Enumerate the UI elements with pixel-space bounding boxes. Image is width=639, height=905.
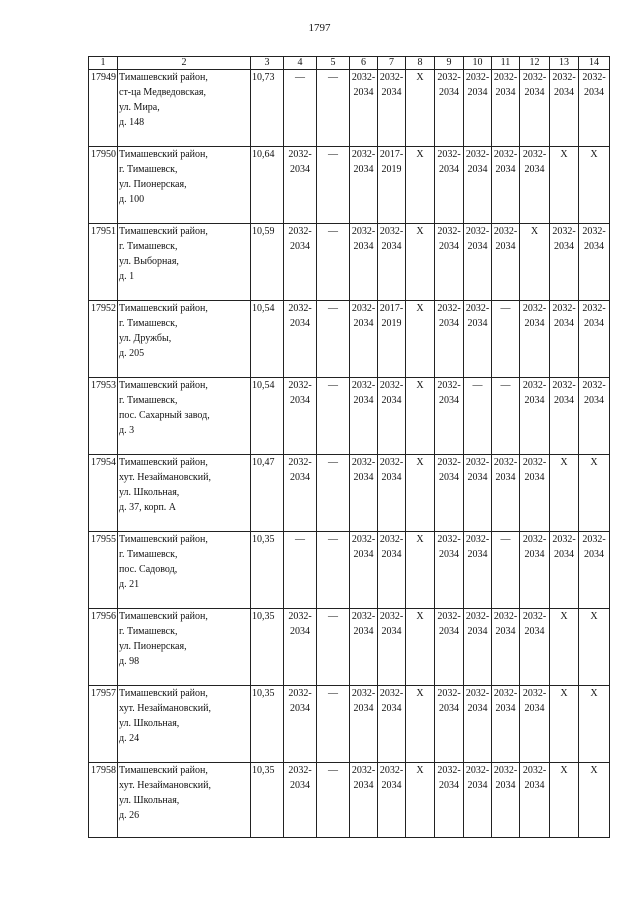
period-cell-col-13: X (550, 609, 579, 686)
period-cell-col-14: 2032- 2034 (579, 532, 610, 609)
area-value: 10,35 (251, 686, 284, 763)
period-cell-col-9: 2032- 2034 (435, 686, 464, 763)
period-cell-col-8: X (406, 224, 435, 301)
period-cell-col-12: 2032- 2034 (520, 686, 550, 763)
column-header-12: 12 (520, 57, 550, 70)
row-number: 17950 (89, 147, 118, 224)
area-value: 10,64 (251, 147, 284, 224)
period-cell-col-6: 2032- 2034 (350, 455, 378, 532)
table-row (89, 147, 610, 224)
period-cell-col-11: 2032- 2034 (492, 763, 520, 838)
address-line: ул. Пионерская, (119, 179, 187, 190)
period-cell-col-11: — (492, 301, 520, 378)
period-cell-col-6: 2032- 2034 (350, 686, 378, 763)
column-header-1: 1 (89, 57, 118, 70)
period-cell-col-13: 2032- 2034 (550, 224, 579, 301)
area-value: 10,73 (251, 70, 284, 147)
period-cell-col-11: 2032- 2034 (492, 455, 520, 532)
period-cell-col-5: — (317, 532, 350, 609)
period-cell-col-13: 2032- 2034 (550, 378, 579, 455)
period-cell-col-10: 2032- 2034 (464, 70, 492, 147)
area-value: 10,54 (251, 378, 284, 455)
period-cell-col-10: 2032- 2034 (464, 763, 492, 838)
address-line: ул. Школьная, (119, 718, 180, 729)
address-line: д. 37, корп. А (119, 502, 177, 513)
address-cell (118, 70, 251, 147)
period-cell-col-4: 2032- 2034 (284, 147, 317, 224)
period-cell-col-9: 2032- 2034 (435, 532, 464, 609)
column-header-2: 2 (118, 57, 251, 70)
table-row (89, 532, 610, 609)
period-cell-col-6: 2032- 2034 (350, 301, 378, 378)
period-cell-col-4: — (284, 532, 317, 609)
address-line: Тимашевский район, (119, 226, 208, 237)
table-header (89, 57, 610, 70)
address-line: д. 26 (119, 810, 140, 821)
period-cell-col-7: 2032- 2034 (378, 532, 406, 609)
period-cell-col-7: 2032- 2034 (378, 455, 406, 532)
address-line: Тимашевский район, (119, 611, 208, 622)
column-header-14: 14 (579, 57, 610, 70)
table-row (89, 609, 610, 686)
address-cell (118, 686, 251, 763)
period-cell-col-8: X (406, 301, 435, 378)
period-cell-col-14: X (579, 763, 610, 838)
area-value: 10,47 (251, 455, 284, 532)
period-cell-col-13: X (550, 763, 579, 838)
period-cell-col-6: 2032- 2034 (350, 70, 378, 147)
period-cell-col-14: X (579, 609, 610, 686)
period-cell-col-9: 2032- 2034 (435, 455, 464, 532)
address-line: ул. Школьная, (119, 487, 180, 498)
period-cell-col-5: — (317, 763, 350, 838)
address-cell (118, 224, 251, 301)
period-cell-col-4: 2032- 2034 (284, 609, 317, 686)
row-number: 17949 (89, 70, 118, 147)
period-cell-col-8: X (406, 532, 435, 609)
address-line: Тимашевский район, (119, 534, 208, 545)
period-cell-col-13: 2032- 2034 (550, 301, 579, 378)
period-cell-col-4: 2032- 2034 (284, 455, 317, 532)
period-cell-col-14: X (579, 147, 610, 224)
address-line: д. 205 (119, 348, 145, 359)
column-header-5: 5 (317, 57, 350, 70)
address-cell (118, 378, 251, 455)
table-body (89, 70, 610, 838)
address-line: хут. Незаймановский, (119, 703, 211, 714)
period-cell-col-9: 2032- 2034 (435, 147, 464, 224)
register-table (88, 56, 610, 838)
period-cell-col-12: X (520, 224, 550, 301)
period-cell-col-4: — (284, 70, 317, 147)
area-value: 10,59 (251, 224, 284, 301)
column-header-6: 6 (350, 57, 378, 70)
address-cell (118, 455, 251, 532)
address-cell (118, 763, 251, 838)
address-line: д. 1 (119, 271, 135, 282)
column-header-4: 4 (284, 57, 317, 70)
period-cell-col-12: 2032- 2034 (520, 301, 550, 378)
period-cell-col-6: 2032- 2034 (350, 147, 378, 224)
period-cell-col-5: — (317, 378, 350, 455)
address-line: ул. Мира, (119, 102, 160, 113)
period-cell-col-9: 2032- 2034 (435, 70, 464, 147)
period-cell-col-5: — (317, 609, 350, 686)
period-cell-col-13: 2032- 2034 (550, 70, 579, 147)
period-cell-col-10: 2032- 2034 (464, 301, 492, 378)
row-number: 17957 (89, 686, 118, 763)
row-number: 17953 (89, 378, 118, 455)
address-cell (118, 532, 251, 609)
page-number: 1797 (308, 22, 331, 34)
address-line: ул. Выборная, (119, 256, 179, 267)
period-cell-col-11: 2032- 2034 (492, 686, 520, 763)
address-line: г. Тимашевск, (119, 549, 178, 560)
address-cell (118, 301, 251, 378)
row-number: 17956 (89, 609, 118, 686)
period-cell-col-5: — (317, 686, 350, 763)
period-cell-col-11: — (492, 532, 520, 609)
period-cell-col-9: 2032- 2034 (435, 609, 464, 686)
column-header-13: 13 (550, 57, 579, 70)
address-line: г. Тимашевск, (119, 318, 178, 329)
period-cell-col-7: 2032- 2034 (378, 224, 406, 301)
period-cell-col-12: 2032- 2034 (520, 378, 550, 455)
period-cell-col-4: 2032- 2034 (284, 301, 317, 378)
address-line: г. Тимашевск, (119, 626, 178, 637)
period-cell-col-5: — (317, 147, 350, 224)
column-header-11: 11 (492, 57, 520, 70)
address-line: д. 148 (119, 117, 145, 128)
period-cell-col-7: 2032- 2034 (378, 763, 406, 838)
area-value: 10,54 (251, 301, 284, 378)
address-line: пос. Садовод, (119, 564, 178, 575)
period-cell-col-7: 2032- 2034 (378, 70, 406, 147)
address-line: Тимашевский район, (119, 765, 208, 776)
period-cell-col-6: 2032- 2034 (350, 763, 378, 838)
address-line: д. 21 (119, 579, 140, 590)
period-cell-col-13: 2032- 2034 (550, 532, 579, 609)
period-cell-col-10: 2032- 2034 (464, 147, 492, 224)
period-cell-col-5: — (317, 70, 350, 147)
row-number: 17955 (89, 532, 118, 609)
address-cell (118, 147, 251, 224)
period-cell-col-8: X (406, 147, 435, 224)
period-cell-col-4: 2032- 2034 (284, 686, 317, 763)
period-cell-col-7: 2032- 2034 (378, 686, 406, 763)
period-cell-col-6: 2032- 2034 (350, 609, 378, 686)
area-value: 10,35 (251, 532, 284, 609)
address-line: г. Тимашевск, (119, 395, 178, 406)
period-cell-col-14: 2032- 2034 (579, 224, 610, 301)
period-cell-col-5: — (317, 455, 350, 532)
address-line: д. 24 (119, 733, 140, 744)
column-header-7: 7 (378, 57, 406, 70)
address-line: г. Тимашевск, (119, 164, 178, 175)
period-cell-col-8: X (406, 763, 435, 838)
address-line: хут. Незаймановский, (119, 780, 211, 791)
period-cell-col-4: 2032- 2034 (284, 763, 317, 838)
address-line: ст-ца Медведовская, (119, 87, 206, 98)
address-line: г. Тимашевск, (119, 241, 178, 252)
address-line: Тимашевский район, (119, 149, 208, 160)
period-cell-col-11: 2032- 2034 (492, 224, 520, 301)
address-line: пос. Сахарный завод, (119, 410, 210, 421)
period-cell-col-8: X (406, 378, 435, 455)
table-row (89, 70, 610, 147)
area-value: 10,35 (251, 763, 284, 838)
address-line: Тимашевский район, (119, 303, 208, 314)
address-line: ул. Пионерская, (119, 641, 187, 652)
period-cell-col-11: 2032- 2034 (492, 147, 520, 224)
period-cell-col-12: 2032- 2034 (520, 609, 550, 686)
period-cell-col-4: 2032- 2034 (284, 378, 317, 455)
period-cell-col-13: X (550, 147, 579, 224)
period-cell-col-10: 2032- 2034 (464, 455, 492, 532)
address-line: ул. Дружбы, (119, 333, 172, 344)
period-cell-col-7: 2032- 2034 (378, 378, 406, 455)
table-row (89, 455, 610, 532)
column-header-9: 9 (435, 57, 464, 70)
table-row (89, 686, 610, 763)
period-cell-col-12: 2032- 2034 (520, 455, 550, 532)
period-cell-col-10: 2032- 2034 (464, 609, 492, 686)
row-number: 17951 (89, 224, 118, 301)
address-line: Тимашевский район, (119, 72, 208, 83)
period-cell-col-5: — (317, 301, 350, 378)
address-line: Тимашевский район, (119, 457, 208, 468)
row-number: 17954 (89, 455, 118, 532)
address-line: д. 98 (119, 656, 140, 667)
row-number: 17958 (89, 763, 118, 838)
period-cell-col-13: X (550, 686, 579, 763)
period-cell-col-14: 2032- 2034 (579, 70, 610, 147)
period-cell-col-7: 2017- 2019 (378, 301, 406, 378)
period-cell-col-8: X (406, 70, 435, 147)
address-line: д. 100 (119, 194, 145, 205)
period-cell-col-13: X (550, 455, 579, 532)
period-cell-col-12: 2032- 2034 (520, 147, 550, 224)
table-row (89, 378, 610, 455)
period-cell-col-14: X (579, 455, 610, 532)
period-cell-col-10: 2032- 2034 (464, 532, 492, 609)
period-cell-col-14: 2032- 2034 (579, 378, 610, 455)
address-line: хут. Незаймановский, (119, 472, 211, 483)
table-row (89, 763, 610, 838)
row-number: 17952 (89, 301, 118, 378)
address-line: ул. Школьная, (119, 795, 180, 806)
period-cell-col-8: X (406, 455, 435, 532)
period-cell-col-7: 2017- 2019 (378, 147, 406, 224)
period-cell-col-8: X (406, 609, 435, 686)
period-cell-col-10: — (464, 378, 492, 455)
period-cell-col-12: 2032- 2034 (520, 532, 550, 609)
period-cell-col-6: 2032- 2034 (350, 224, 378, 301)
column-header-3: 3 (251, 57, 284, 70)
period-cell-col-5: — (317, 224, 350, 301)
period-cell-col-11: — (492, 378, 520, 455)
address-line: д. 3 (119, 425, 135, 436)
period-cell-col-4: 2032- 2034 (284, 224, 317, 301)
period-cell-col-12: 2032- 2034 (520, 763, 550, 838)
period-cell-col-8: X (406, 686, 435, 763)
period-cell-col-10: 2032- 2034 (464, 686, 492, 763)
period-cell-col-9: 2032- 2034 (435, 763, 464, 838)
period-cell-col-9: 2032- 2034 (435, 378, 464, 455)
address-line: Тимашевский район, (119, 380, 208, 391)
period-cell-col-11: 2032- 2034 (492, 609, 520, 686)
table-row (89, 224, 610, 301)
period-cell-col-6: 2032- 2034 (350, 532, 378, 609)
area-value: 10,35 (251, 609, 284, 686)
column-header-8: 8 (406, 57, 435, 70)
address-line: Тимашевский район, (119, 688, 208, 699)
period-cell-col-10: 2032- 2034 (464, 224, 492, 301)
header-row (89, 57, 610, 70)
period-cell-col-11: 2032- 2034 (492, 70, 520, 147)
period-cell-col-6: 2032- 2034 (350, 378, 378, 455)
table-row (89, 301, 610, 378)
period-cell-col-14: 2032- 2034 (579, 301, 610, 378)
period-cell-col-12: 2032- 2034 (520, 70, 550, 147)
period-cell-col-9: 2032- 2034 (435, 301, 464, 378)
address-cell (118, 609, 251, 686)
period-cell-col-9: 2032- 2034 (435, 224, 464, 301)
period-cell-col-7: 2032- 2034 (378, 609, 406, 686)
column-header-10: 10 (464, 57, 492, 70)
period-cell-col-14: X (579, 686, 610, 763)
